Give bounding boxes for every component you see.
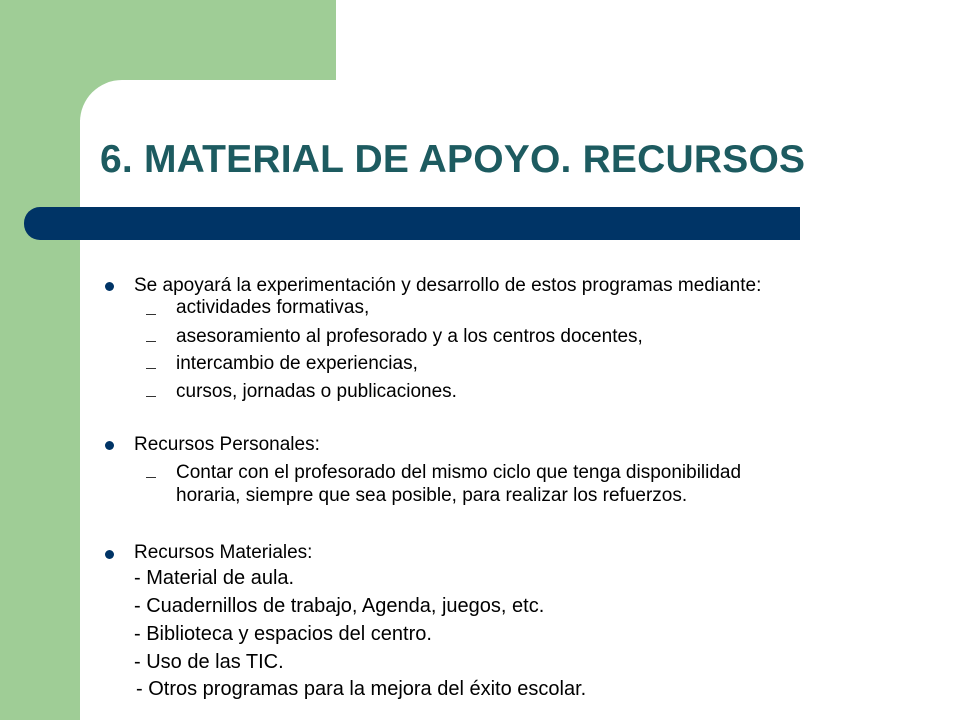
section-2-subitem-2: horaria, siempre que sea posible, para realizar los refuerzos. [176, 485, 688, 506]
dash-icon [146, 477, 156, 478]
bullet-icon [105, 441, 114, 450]
bullet-icon [105, 550, 114, 559]
section-1-subitem-2: asesoramiento al profesorado y a los centros docentes, [176, 326, 643, 347]
dash-icon [146, 341, 156, 342]
resource-line-4: - Uso de las TIC. [134, 651, 284, 673]
section-3-text: Recursos Materiales: [134, 542, 313, 563]
resource-line-2: - Cuadernillos de trabajo, Agenda, juegos, etc. [134, 595, 545, 617]
section-1-subitem-3: intercambio de experiencias, [176, 353, 418, 374]
slide-title: 6. MATERIAL DE APOYO. RECURSOS [100, 138, 806, 181]
dash-icon [146, 396, 156, 397]
resource-line-1: - Material de aula. [134, 567, 295, 589]
section-1-subitem-1: actividades formativas, [176, 297, 370, 318]
dash-icon [146, 314, 156, 315]
bullet-icon [105, 282, 114, 291]
dash-icon [146, 368, 156, 369]
section-2-subitem-1: Contar con el profesorado del mismo ciclo que tenga disponibilidad [176, 462, 742, 483]
section-1-text: Se apoyará la experimentación y desarrollo de estos programas mediante: [134, 275, 762, 296]
resource-line-5: - Otros programas para la mejora del éxito escolar. [136, 678, 587, 700]
section-2-text: Recursos Personales: [134, 434, 320, 455]
section-1-subitem-4: cursos, jornadas o publicaciones. [176, 381, 457, 402]
resource-line-3: - Biblioteca y espacios del centro. [134, 623, 432, 645]
